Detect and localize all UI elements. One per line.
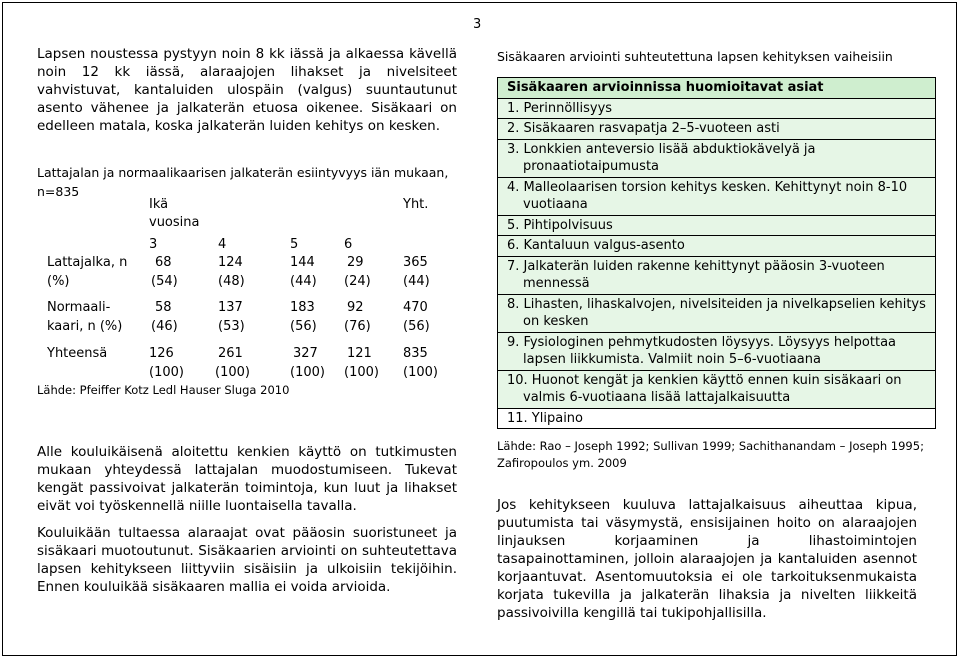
table-cell: 68 [155,255,172,270]
factor-text-cont: lapsen liikkumista. Valmiit noin 5–6-vuotiaana [523,352,821,367]
factor-row [498,216,935,237]
factor-row [498,333,935,371]
table-cell: 137 [218,300,243,315]
table-cell: (100) [149,365,184,380]
factor-row [498,257,935,295]
age-3: 3 [149,237,158,252]
table-cell: 470 [403,300,428,315]
factor-row [498,178,935,216]
table-cell: (44) [290,274,317,289]
factor-text-cont: pronaatiotaipumusta [523,159,660,174]
factor-text-cont: on kesken [523,314,589,329]
factor-text: 1. Perinnöllisyys [507,100,613,116]
factor-text: 2. Sisäkaaren rasvapatja 2–5-vuoteen asti [507,121,780,136]
table-cell: 58 [155,300,172,315]
factor-text: 5. Pihtipolvisuus [507,217,613,233]
right-title: Sisäkaaren arviointi suhteutettuna lapsen kehityksen vaiheisiin [497,49,893,64]
factor-text: 7. Jalkaterän luiden rakenne kehittynyt pääosin 3-vuoteen [507,258,885,274]
total-header: Yht. [403,197,429,212]
table-cell: 124 [218,255,243,270]
factor-text: 9. Fysiologinen pehmytkudosten löysyys. Löysyys helpottaa [507,334,897,350]
table-cell: 261 [218,346,243,361]
factor-text: 8. Lihasten, lihaskalvojen, nivelsiteiden ja nivelkapselien kehitys [507,296,926,312]
table-cell: (56) [290,319,317,334]
table-cell: 835 [403,346,428,361]
table-cell: 327 [293,346,318,361]
table-cell: (54) [151,274,178,289]
table-cell: (100) [403,365,438,380]
factor-row [498,99,935,120]
table-cell: 126 [149,346,174,361]
factor-text-cont: vuotiaana [523,197,588,212]
factor-row [498,236,935,257]
factor-text: 11. Ylipaino [507,410,583,426]
table-cell: 144 [290,255,315,270]
factor-text: 6. Kantaluun valgus-asento [507,238,685,253]
table-cell: (100) [344,365,379,380]
table-source: Lähde: Pfeiffer Kotz Ledl Hauser Sluga 2010 [37,383,290,397]
factors-source: Lähde: Rao – Joseph 1992; Sullivan 1999; Sachithanandam – Joseph 1995; Zafiropoulos ym. 2009 [497,439,924,470]
treatment-paragraph: Jos kehitykseen kuuluva lattajalkaisuus aiheuttaa kipua, puutumista tai väsymystä, ensisijainen hoito on alaraajojen linjauksen korjaaminen ja lihastoimintojen tasapainottaminen, jolloin alaraajojen ja kantaluiden asennot korjaantuvat. Asentomuutoksia ei ole tarkoituksenmukaista korjata tukevilla ja jalkaterän lihaksia ja nivelten liikkeitä passivoivilla kengillä tai tukipohjallisilla. [497,497,917,621]
table-cell: (48) [218,274,245,289]
row-label-unit: kaari, n (%) [47,319,123,334]
table-cell: 121 [347,346,372,361]
factor-text-cont: valmis 6-vuotiaana lisää lattajalkaisuutta [523,390,791,405]
table-cell: (24) [344,274,371,289]
factor-row [498,295,935,333]
table-cell: (44) [403,274,430,289]
table-cell: 92 [347,300,364,315]
table-cell: 365 [403,255,428,270]
factor-row [498,409,935,430]
table-cell: 29 [347,255,364,270]
factor-row [498,119,935,140]
page-number: 3 [473,17,482,32]
factor-text-cont: mennessä [523,276,590,291]
shoes-paragraph: Alle kouluikäisenä aloitettu kenkien käyttö on tutkimusten mukaan yhteydessä lattajalan muodostumiseen. Tukevat kengät passivoivat jalkaterän toimintoja, kun luut ja lihakset eivät voi työskennellä niille luontaisella tavalla. [37,444,457,514]
factors-box [497,77,936,429]
age-4: 4 [218,237,227,252]
row-label: Lattajalka, n [47,255,128,270]
table-cell: (100) [290,365,325,380]
row-label-unit: (%) [47,274,70,289]
table-cell: (53) [218,319,245,334]
factor-text: 3. Lonkkien anteversio lisää abduktiokävelyä ja [507,141,816,157]
factors-header: Sisäkaaren arvioinnissa huomioitavat asiat [498,78,935,99]
age-header-unit: vuosina [149,215,200,230]
table-cell: (56) [403,319,430,334]
table-cell: (100) [215,365,250,380]
school-age-paragraph: Kouluikään tultaessa alaraajat ovat pääosin suoristuneet ja sisäkaari muotoutunut. Sisäkaarien arviointi on suhteutettava lapsen kehitykseen liittyviin sisäisiin ja ulkoisiin tekijöihin. Ennen kouluikää sisäkaaren mallia ei voida arvioida. [37,525,457,595]
row-label: Yhteensä [47,346,108,361]
table-cell: (46) [151,319,178,334]
table-cell: (76) [344,319,371,334]
age-5: 5 [290,237,299,252]
age-6: 6 [344,237,353,252]
table-cell: 183 [290,300,315,315]
age-header: Ikä [149,197,169,212]
table-caption: Lattajalan ja normaalikaarisen jalkaterän esiintyvyys iän mukaan, n=835 [37,165,449,199]
factor-row [498,371,935,409]
factor-text: 10. Huonot kengät ja kenkien käyttö ennen kuin sisäkaari on [507,372,902,388]
row-label: Normaali- [47,300,111,315]
factor-text: 4. Malleolaarisen torsion kehitys kesken. Kehittynyt noin 8-10 [507,179,908,195]
intro-paragraph: Lapsen noustessa pystyyn noin 8 kk iässä ja alkaessa kävellä noin 12 kk iässä, alaraajojen lihakset ja nivelsiteet vahvistuvat, kantaluiden ulospäin (valgus) suuntautunut asento vähenee ja jalkaterän etuosa oikenee. Sisäkaari on edelleen matala, koska jalkaterän luiden kehitys on kesken. [37,46,457,134]
factor-row [498,140,935,178]
